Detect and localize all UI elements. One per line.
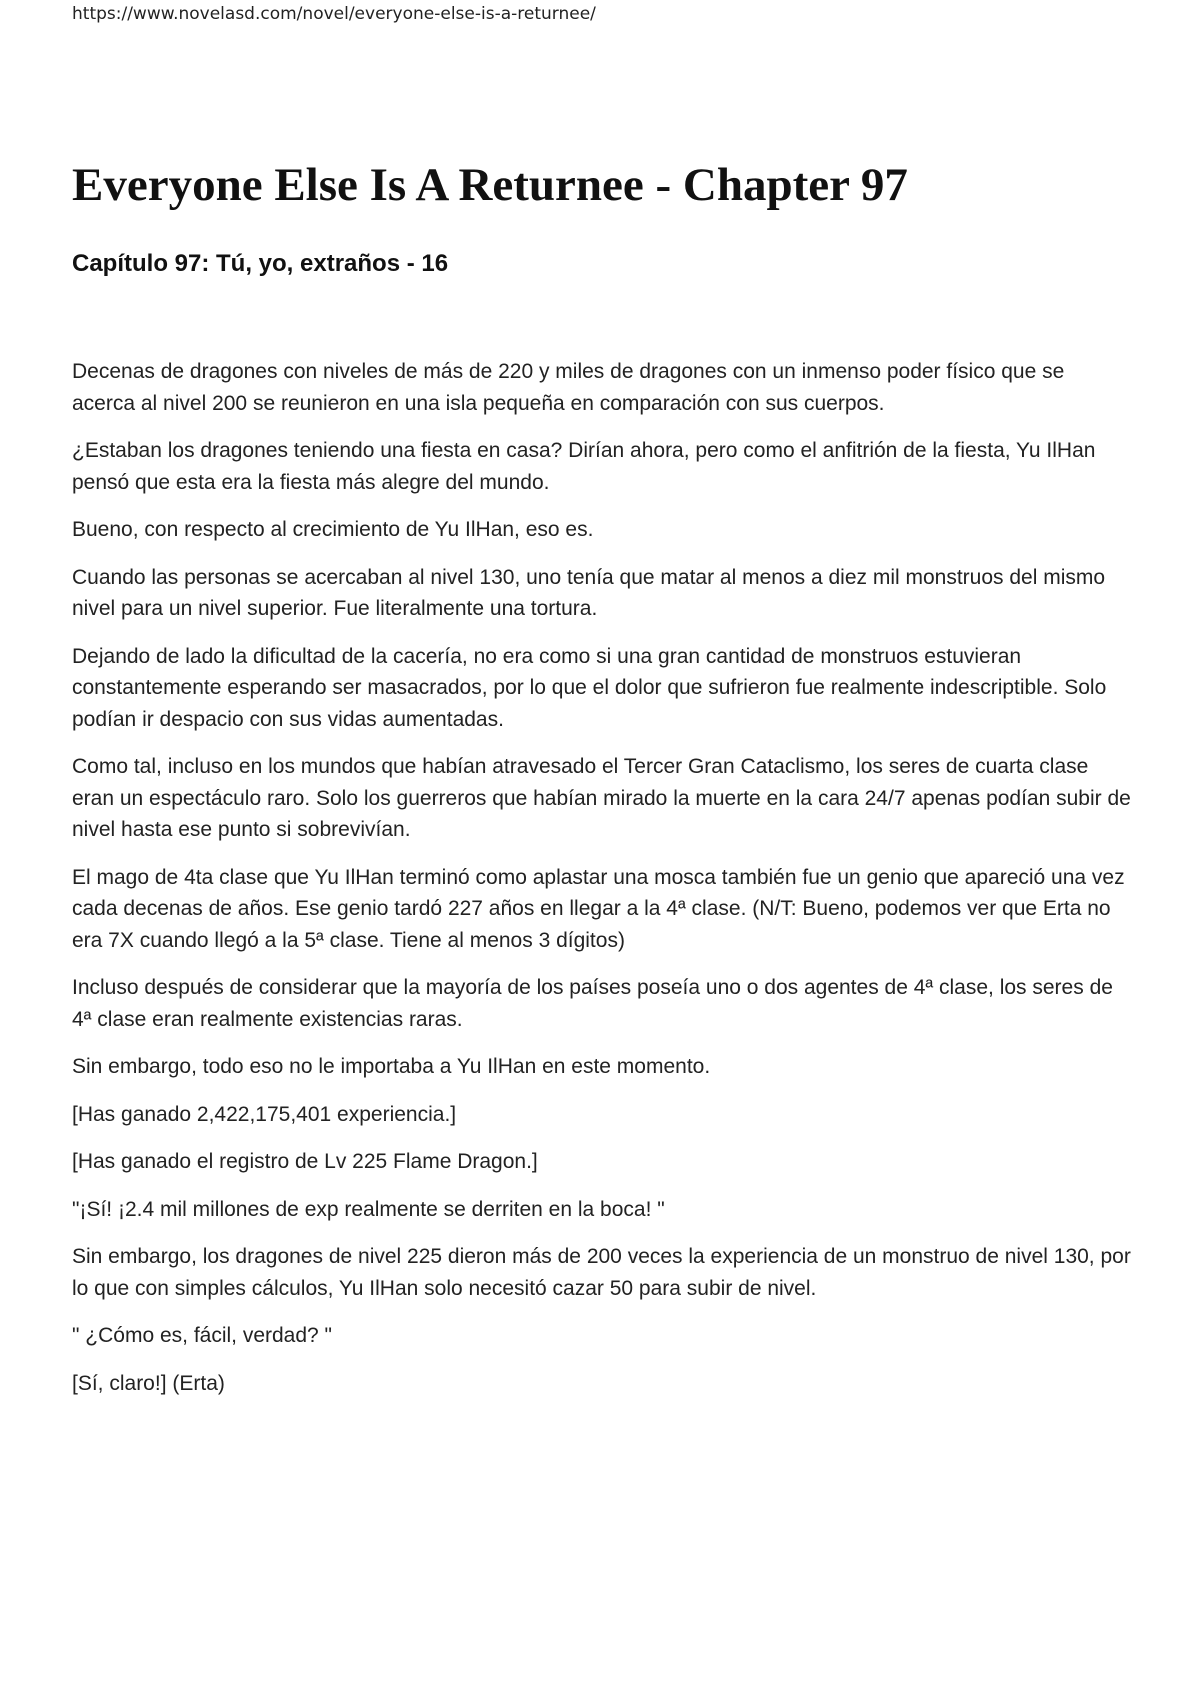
paragraph: Dejando de lado la dificultad de la cacería, no era como si una gran cantidad de monstruos estuvieran constantemente esperando ser masacrados, por lo que el dolor que sufrieron fue realmente indescriptible. Solo podían ir despacio con sus vidas aumentadas. bbox=[72, 644, 1107, 731]
paragraph: "¡Sí! ¡2.4 mil millones de exp realmente se derriten en la boca! " bbox=[72, 1197, 665, 1221]
paragraph: Decenas de dragones con niveles de más de 220 y miles de dragones con un inmenso poder físico que se acerca al nivel 200 se reunieron en una isla pequeña en comparación con sus cuerpos. bbox=[72, 360, 1065, 415]
paragraph: Incluso después de considerar que la mayoría de los países poseía uno o dos agentes de 4ª clase, los seres de 4ª clase eran realmente existencias raras. bbox=[72, 976, 1113, 1031]
paragraph: [Has ganado 2,422,175,401 experiencia.] bbox=[72, 1102, 457, 1126]
chapter-body bbox=[72, 356, 1132, 1415]
paragraph: ¿Estaban los dragones teniendo una fiesta en casa? Dirían ahora, pero como el anfitrión de la fiesta, Yu IlHan pensó que esta era la fiesta más alegre del mundo. bbox=[72, 439, 1096, 494]
page-url: https://www.novelasd.com/novel/everyone-else-is-a-returnee/ bbox=[72, 4, 596, 24]
chapter-subtitle: Capítulo 97: Tú, yo, extraños - 16 bbox=[72, 250, 449, 277]
paragraph: Bueno, con respecto al crecimiento de Yu IlHan, eso es. bbox=[72, 518, 594, 541]
paragraph: El mago de 4ta clase que Yu IlHan terminó como aplastar una mosca también fue un genio que apareció una vez cada decenas de años. Ese genio tardó 227 años en llegar a la 4ª clase. (N/T: Bueno, podemos ver que Erta no era 7X cuando llegó a la 5ª clase. Tiene al menos 3 dígitos) bbox=[72, 865, 1125, 952]
paragraph: Cuando las personas se acercaban al nivel 130, uno tenía que matar al menos a diez mil monstruos del mismo nivel para un nivel superior. Fue literalmente una tortura. bbox=[72, 565, 1106, 620]
paragraph: Sin embargo, los dragones de nivel 225 dieron más de 200 veces la experiencia de un monstruo de nivel 130, por lo que con simples cálculos, Yu IlHan solo necesitó cazar 50 para subir de nivel. bbox=[72, 1245, 1131, 1300]
paragraph: " ¿Cómo es, fácil, verdad? " bbox=[72, 1324, 333, 1347]
paragraph: [Sí, claro!] (Erta) bbox=[72, 1371, 225, 1395]
paragraph: Como tal, incluso en los mundos que habían atravesado el Tercer Gran Cataclismo, los seres de cuarta clase eran un espectáculo raro. Solo los guerreros que habían mirado la muerte en la cara 24/7 apenas podían subir de nivel hasta ese punto si sobrevivían. bbox=[72, 755, 1131, 841]
paragraph: Sin embargo, todo eso no le importaba a Yu IlHan en este momento. bbox=[72, 1055, 711, 1078]
paragraph: [Has ganado el registro de Lv 225 Flame Dragon.] bbox=[72, 1150, 538, 1173]
chapter-title: Everyone Else Is A Returnee - Chapter 97 bbox=[72, 159, 908, 211]
